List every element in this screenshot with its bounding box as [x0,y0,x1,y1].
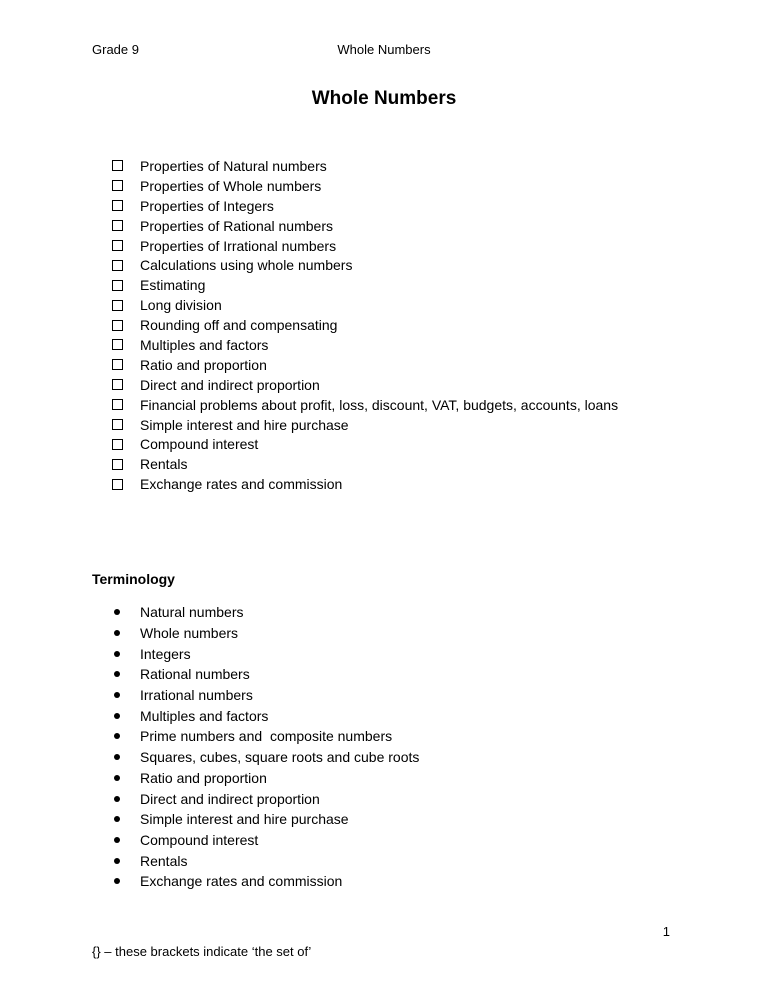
checkbox-icon [112,200,123,211]
checkbox-icon [112,220,123,231]
term-item-label: Multiples and factors [140,707,269,724]
checklist-item [108,474,618,494]
bullet-icon [114,796,120,802]
header-topic: Whole Numbers [337,42,431,57]
checkbox-icon [112,479,123,490]
terminology-heading: Terminology [92,571,175,587]
checklist-item-label: Estimating [140,277,206,294]
page-number: 1 [662,924,670,939]
checklist-item [108,375,618,395]
term-item-label: Direct and indirect proportion [140,790,320,807]
term-item-label: Squares, cubes, square roots and cube roots [140,749,420,766]
bullet-icon [114,754,120,760]
checklist-item-label: Simple interest and hire purchase [140,416,349,433]
term-item-label: Rational numbers [140,666,250,683]
checkbox-icon [112,280,123,291]
term-item-label: Compound interest [140,831,259,848]
term-item-label: Natural numbers [140,604,244,621]
checklist-item [108,156,618,176]
checklist-item [108,236,618,256]
checklist-item-label: Direct and indirect proportion [140,376,320,393]
term-item-label: Simple interest and hire purchase [140,811,349,828]
term-item [108,623,419,644]
terminology-list [108,602,419,892]
checklist-item [108,434,618,454]
checkbox-icon [112,459,123,470]
term-item [108,850,419,871]
term-item [108,705,419,726]
checklist-item [108,315,618,335]
page-title: Whole Numbers [311,88,457,109]
checkbox-icon [112,240,123,251]
topic-checklist [108,156,618,494]
checklist-item [108,275,618,295]
footnote: {} – these brackets indicate ‘the set of’ [92,944,312,959]
header-grade: Grade 9 [92,42,139,57]
checklist-item-label: Calculations using whole numbers [140,257,353,274]
term-item [108,747,419,768]
term-item-label: Ratio and proportion [140,769,267,786]
checklist-item-label: Financial problems about profit, loss, discount, VAT, budgets, accounts, loans [140,396,619,413]
term-item [108,726,419,747]
checklist-item-label: Properties of Rational numbers [140,217,333,234]
bullet-icon [114,858,120,864]
bullet-icon [114,837,120,843]
term-item [108,664,419,685]
checkbox-icon [112,260,123,271]
term-item-label: Rentals [140,852,188,869]
checklist-item-label: Long division [140,297,222,314]
checklist-item [108,415,618,435]
bullet-icon [114,651,120,657]
bullet-icon [114,816,120,822]
bullet-icon [114,692,120,698]
checklist-item [108,335,618,355]
checklist-item [108,395,618,415]
bullet-icon [114,878,120,884]
checkbox-icon [112,359,123,370]
checklist-item [108,355,618,375]
checkbox-icon [112,399,123,410]
bullet-icon [114,630,120,636]
bullet-icon [114,609,120,615]
term-item-label: Prime numbers and composite numbers [140,728,393,745]
checklist-item [108,176,618,196]
checklist-item [108,196,618,216]
term-item [108,685,419,706]
term-item [108,830,419,851]
checklist-item-label: Exchange rates and commission [140,476,343,493]
bullet-icon [114,713,120,719]
checklist-item-label: Properties of Integers [140,197,274,214]
term-item [108,871,419,892]
checkbox-icon [112,379,123,390]
checklist-item-label: Multiples and factors [140,336,269,353]
checklist-item [108,255,618,275]
term-item-label: Whole numbers [140,625,239,642]
term-item [108,768,419,789]
checkbox-icon [112,160,123,171]
checkbox-icon [112,339,123,350]
term-item [108,643,419,664]
bullet-icon [114,775,120,781]
bullet-icon [114,671,120,677]
term-item [108,788,419,809]
checklist-item-label: Ratio and proportion [140,356,267,373]
term-item [108,809,419,830]
term-item-label: Irrational numbers [140,687,253,704]
term-item-label: Integers [140,645,191,662]
term-item [108,602,419,623]
checklist-item-label: Properties of Natural numbers [140,157,327,174]
checklist-item-label: Properties of Irrational numbers [140,237,337,254]
checklist-item [108,216,618,236]
checklist-item-label: Rounding off and compensating [140,317,338,334]
checkbox-icon [112,300,123,311]
checklist-item-label: Properties of Whole numbers [140,177,322,194]
term-item-label: Exchange rates and commission [140,873,343,890]
checkbox-icon [112,180,123,191]
checkbox-icon [112,419,123,430]
checklist-item-label: Rentals [140,456,188,473]
bullet-icon [114,733,120,739]
checklist-item [108,295,618,315]
checkbox-icon [112,320,123,331]
checkbox-icon [112,439,123,450]
checklist-item [108,454,618,474]
checklist-item-label: Compound interest [140,436,259,453]
